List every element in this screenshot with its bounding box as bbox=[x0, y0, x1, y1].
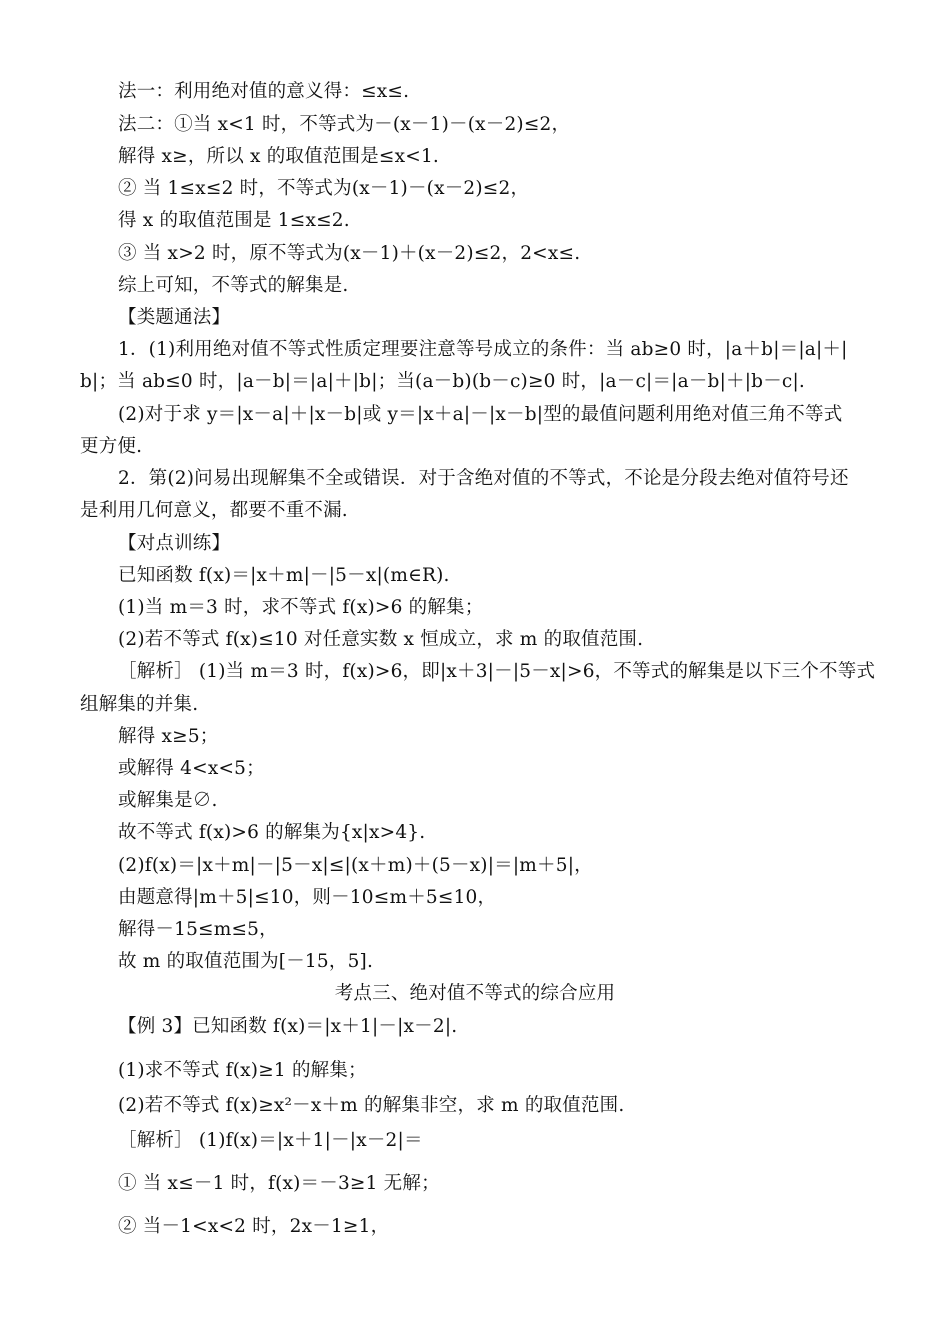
text-line-22: 或解得 4<x<5； bbox=[118, 758, 265, 779]
text-line-28: 故 m 的取值范围为[－15，5]. bbox=[118, 951, 374, 972]
section-title-topic-three: 考点三、绝对值不等式的综合应用 bbox=[334, 983, 616, 1004]
text-line-7: 综上可知，不等式的解集是. bbox=[118, 275, 349, 296]
text-line-20: 组解集的并集. bbox=[80, 694, 199, 715]
text-line-6: ③ 当 x>2 时，原不等式为(x－1)＋(x－2)≤2，2<x≤. bbox=[118, 243, 581, 264]
text-line-18: (2)若不等式 f(x)≤10 对任意实数 x 恒成立，求 m 的取值范围. bbox=[118, 629, 644, 650]
text-line-35: ② 当－1<x<2 时，2x－1≥1， bbox=[118, 1216, 390, 1237]
text-line-31: (1)求不等式 f(x)≥1 的解集； bbox=[118, 1060, 367, 1081]
text-line-33: ［解析］ (1)f(x)＝|x＋1|－|x－2|＝ bbox=[118, 1130, 423, 1151]
text-line-14: 是利用几何意义，都要不重不漏. bbox=[80, 500, 348, 521]
text-line-34: ① 当 x≤－1 时，f(x)＝－3≥1 无解； bbox=[118, 1173, 440, 1194]
text-line-4: ② 当 1≤x≤2 时，不等式为(x－1)－(x－2)≤2， bbox=[118, 178, 530, 199]
section-heading-practice: 【对点训练】 bbox=[118, 533, 231, 554]
section-heading-similar-methods: 【类题通法】 bbox=[118, 307, 231, 328]
text-line-27: 解得－15≤m≤5， bbox=[118, 919, 278, 940]
text-line-9: 1．(1)利用绝对值不等式性质定理要注意等号成立的条件：当 ab≥0 时，|a＋b|＝|a|＋| bbox=[118, 339, 848, 360]
text-line-23: 或解集是∅. bbox=[118, 790, 218, 811]
text-line-3: 解得 x≥，所以 x 的取值范围是≤x<1. bbox=[118, 146, 439, 167]
text-line-11: (2)对于求 y＝|x－a|＋|x－b|或 y＝|x＋a|－|x－b|型的最值问题利用绝对值三角不等式 bbox=[118, 404, 843, 425]
text-line-12: 更方便. bbox=[80, 436, 143, 457]
text-line-2: 法二：①当 x<1 时，不等式为－(x－1)－(x－2)≤2， bbox=[118, 114, 571, 135]
text-line-26: 由题意得|m＋5|≤10，则－10≤m＋5≤10， bbox=[118, 887, 497, 908]
text-line-25: (2)f(x)＝|x＋m|－|5－x|≤|(x＋m)＋(5－x)|＝|m＋5|， bbox=[118, 855, 593, 876]
text-line-17: (1)当 m＝3 时，求不等式 f(x)>6 的解集； bbox=[118, 597, 484, 618]
text-line-5: 得 x 的取值范围是 1≤x≤2. bbox=[118, 210, 350, 231]
text-line-13: 2．第(2)问易出现解集不全或错误．对于含绝对值的不等式，不论是分段去绝对值符号还 bbox=[118, 468, 849, 489]
text-line-32: (2)若不等式 f(x)≥x²－x＋m 的解集非空，求 m 的取值范围. bbox=[118, 1095, 625, 1116]
text-line-10: b|；当 ab≤0 时，|a－b|＝|a|＋|b|；当(a－b)(b－c)≥0 时，|a－c|＝|a－b|＋|b－c|. bbox=[80, 371, 805, 392]
example-3-heading: 【例 3】已知函数 f(x)＝|x＋1|－|x－2|. bbox=[118, 1016, 458, 1037]
text-line-16: 已知函数 f(x)＝|x＋m|－|5－x|(m∈R). bbox=[118, 565, 450, 586]
text-line-1: 法一：利用绝对值的意义得：≤x≤. bbox=[118, 81, 410, 102]
text-line-21: 解得 x≥5； bbox=[118, 726, 219, 747]
text-line-19: ［解析］ (1)当 m＝3 时，f(x)>6，即|x＋3|－|5－x|>6，不等式的解集是以下三个不等式 bbox=[118, 661, 876, 682]
text-line-24: 故不等式 f(x)>6 的解集为{x|x>4}. bbox=[118, 822, 426, 843]
